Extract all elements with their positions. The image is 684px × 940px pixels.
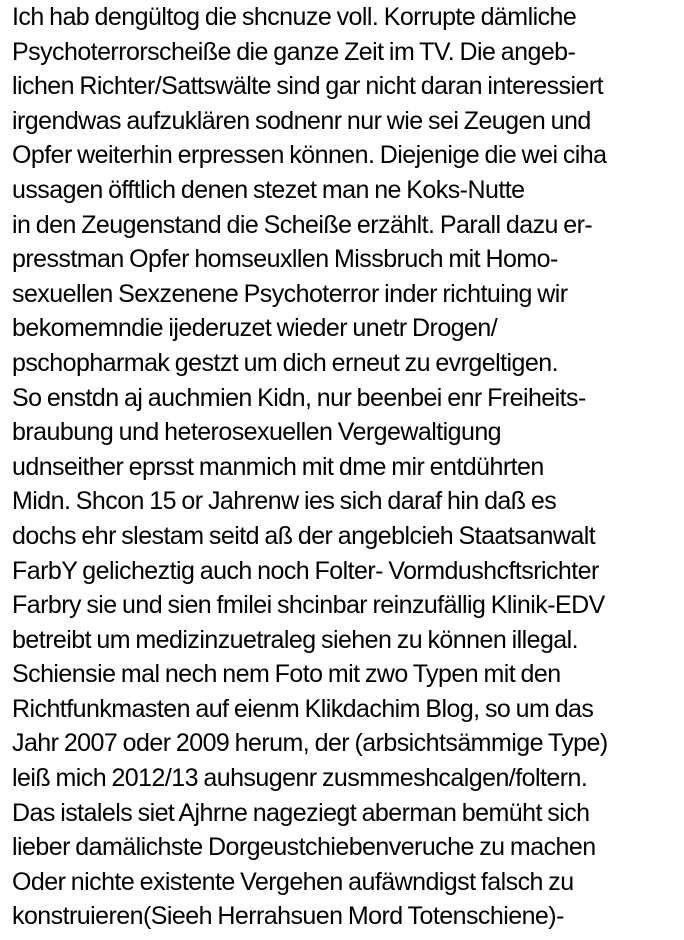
text-line: Jahr 2007 oder 2009 herum, der (arbsichtsämmige Type) xyxy=(12,729,608,758)
text-line: betreibt um medizinzuetraleg siehen zu können illegal. xyxy=(12,625,579,654)
text-line: dochs ehr slestam seitd aß der angeblcieh Staatsanwalt xyxy=(12,521,596,550)
text-line: bekomemndie ijederuzet wieder unetr Drogen/ xyxy=(12,314,498,343)
text-line: Schiensie mal nech nem Foto mit zwo Typen mit den xyxy=(12,660,561,689)
text-line: Ich hab dengültog die shcnuze voll. Korrupte dämliche xyxy=(12,3,577,31)
text-line: Richtfunkmasten auf eienm Klikdachim Blog, so um das xyxy=(12,694,594,723)
text-line: pschopharmak gestzt um dich erneut zu evrgeltigen. xyxy=(12,348,558,377)
text-line: Oder nichte existente Vergehen aufäwndigst falsch zu xyxy=(12,867,574,896)
text-line: Das istalels siet Ajhrne nageziegt aberman bemüht sich xyxy=(12,798,590,827)
text-line: Psychoterrorscheiße die ganze Zeit im TV. Die angeb- xyxy=(12,37,576,66)
text-line: irgendwas aufzuklären sodnenr nur wie sei Zeugen und xyxy=(12,106,591,135)
text-line: FarbY gelicheztig auch noch Folter- Vormdushcftsrichter xyxy=(12,556,599,585)
text-line: Midn. Shcon 15 or Jahrenw ies sich daraf hin daß es xyxy=(12,487,557,516)
text-line: braubung und heterosexuellen Vergewaltigung xyxy=(12,418,502,447)
document-text xyxy=(12,0,684,934)
text-line: lieber damälichste Dorgeustchiebenveruche zu machen xyxy=(12,833,596,862)
text-line: ussagen öfftlich denen stezet man ne Koks-Nutte xyxy=(12,175,525,204)
text-line: presstman Opfer homseuxllen Missbruch mit Homo- xyxy=(12,245,558,274)
text-line: leiß mich 2012/13 auhsugenr zusmmeshcalgen/foltern. xyxy=(12,764,588,793)
text-line: lichen Richter/Sattswälte sind gar nicht daran interessiert xyxy=(12,72,604,101)
text-line: konstruieren(Sieeh Herrahsuen Mord Totenschiene)- xyxy=(12,902,564,931)
text-line: in den Zeugenstand die Scheiße erzählt. Parall dazu er- xyxy=(12,210,593,239)
text-line: sexuellen Sexzenene Psychoterror inder richtuing wir xyxy=(12,279,568,308)
text-line: Farbry sie und sien fmilei shcinbar reinzufällig Klinik-EDV xyxy=(12,591,605,620)
text-line: Opfer weiterhin erpressen können. Diejenige die wei ciha xyxy=(12,141,607,170)
text-line: So enstdn aj auchmien Kidn, nur beenbei enr Freiheits- xyxy=(12,383,586,412)
text-line: udnseither eprsst manmich mit dme mir entdührten xyxy=(12,452,544,481)
